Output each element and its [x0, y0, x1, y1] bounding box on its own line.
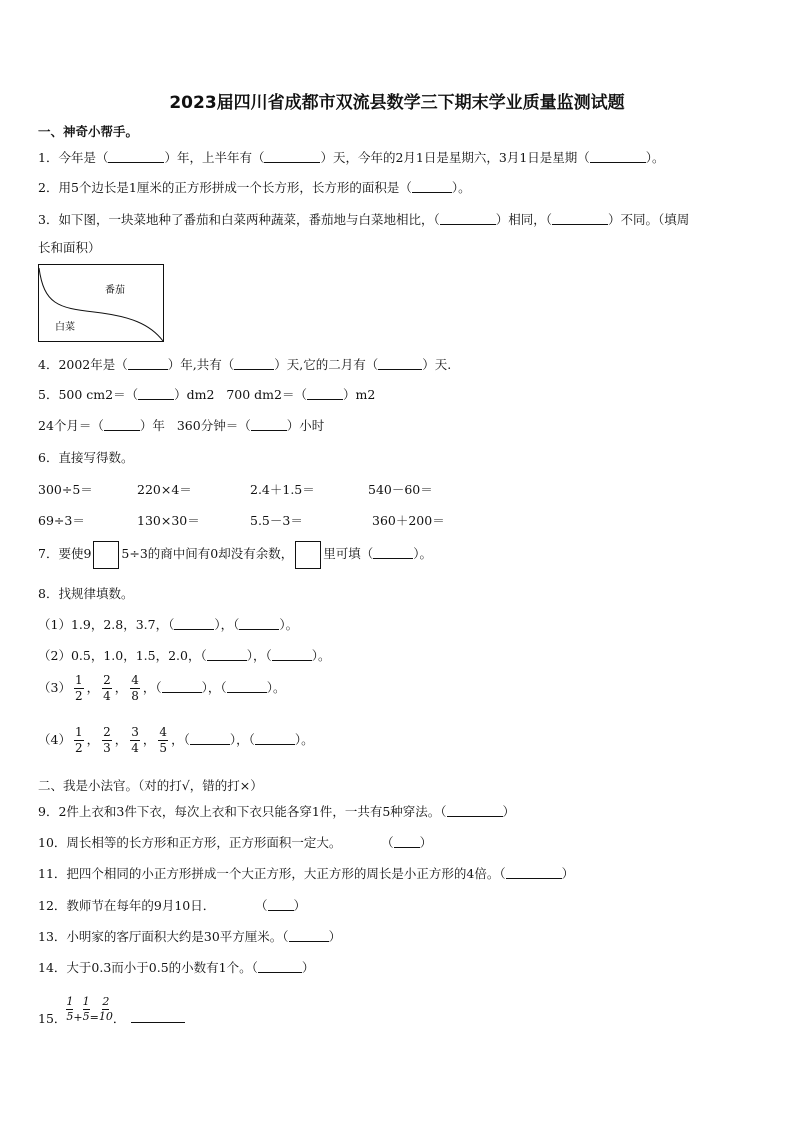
- q8-sub-1: （1）1.9，2.8，3.7，（ ），（ ）。: [38, 617, 299, 632]
- q6-item: 130×30＝: [137, 513, 200, 528]
- question-15: 15． $\frac{1}{5}$ + $\frac{1}{5}$ = $\frac{2}{10}$ ．: [38, 992, 185, 1036]
- q6-item: 2.4＋1.5＝: [250, 482, 315, 497]
- question-8: 8．找规律填数。: [38, 586, 134, 601]
- question-5b: 24个月＝（ ）年 360分钟＝（ ）小时: [38, 418, 325, 433]
- question-12: 12．教师节在每年的9月10日． （ ）: [38, 898, 307, 913]
- q6-item: 540－60＝: [368, 482, 433, 497]
- q8-sub-4: （4） $\frac{1}{2}$ ， $\frac{2}{3}$ ， $\frac{3}{4}$ ， $\frac{4}{5}$ ，（ ），（ ）。: [38, 725, 314, 755]
- fraction: $\frac{2}{3}$: [103, 725, 111, 755]
- page-title: 2023届四川省成都市双流县数学三下期末学业质量监测试题: [169, 93, 625, 113]
- fraction: $\frac{1}{5}$: [66, 995, 74, 1023]
- q6-item: 300÷5＝: [38, 482, 93, 497]
- question-6: 6．直接写得数。: [38, 450, 134, 465]
- fraction: $\frac{1}{2}$: [74, 673, 83, 703]
- tomato-label: 番茄: [105, 285, 125, 296]
- question-1: 1．今年是（ ）年，上半年有（ ）天，今年的2月1日是星期六，3月1日是星期（ ）。: [38, 150, 665, 165]
- section-heading-1: 一、神奇小帮手。: [38, 124, 139, 139]
- cabbage-label: 白菜: [55, 322, 75, 333]
- q6-item: 220×4＝: [137, 482, 192, 497]
- q8-sub-3: （3） $\frac{1}{2}$ ， $\frac{2}{4}$ ， $\frac{4}{8}$ ，（ ），（ ）。: [38, 673, 286, 703]
- question-10: 10．周长相等的长方形和正方形，正方形面积一定大。 （ ）: [38, 835, 433, 850]
- question-13: 13．小明家的客厅面积大约是30平方厘米。（ ）: [38, 929, 342, 944]
- vegetable-plot-figure: [38, 264, 166, 344]
- fraction: $\frac{2}{4}$: [103, 673, 111, 703]
- question-9: 9．2件上衣和3件下衣，每次上衣和下衣只能各穿1件，一共有5种穿法。（ ）: [38, 804, 516, 819]
- q8-sub-2: （2）0.5，1.0，1.5，2.0，（ ），（ ）。: [38, 648, 331, 663]
- q6-item: 69÷3＝: [38, 513, 85, 528]
- question-14: 14．大于0.3而小于0.5的小数有1个。（ ）: [38, 960, 315, 975]
- fraction: $\frac{1}{5}$: [82, 995, 90, 1023]
- section-heading-2: 二、我是小法官。（对的打√，错的打×）: [38, 778, 263, 793]
- answer-box: [93, 541, 119, 569]
- question-4: 4．2002年是（ ）年,共有（ ）天,它的二月有（ ）天.: [38, 357, 452, 372]
- question-7: 7．要使9 5÷3的商中间有0却没有余数， 里可填（ ）。: [38, 540, 432, 569]
- question-5a: 5．500 cm2＝（ ）dm2 700 dm2＝（ ）m2: [38, 387, 376, 402]
- q6-item: 360＋200＝: [372, 513, 445, 528]
- question-3-line2: 长和面积）: [38, 240, 101, 255]
- fraction: $\frac{3}{4}$: [131, 725, 139, 755]
- answer-box: [295, 541, 321, 569]
- fraction: $\frac{2}{10}$: [98, 995, 113, 1023]
- fraction: $\frac{1}{2}$: [74, 725, 83, 755]
- fraction: $\frac{4}{8}$: [131, 673, 139, 703]
- question-3: 3．如下图，一块菜地种了番茄和白菜两种蔬菜，番茄地与白菜地相比，（ ）相同，（ ）不同。（填周: [38, 212, 690, 227]
- q6-item: 5.5－3＝: [250, 513, 303, 528]
- question-2: 2．用5个边长是1厘米的正方形拼成一个长方形，长方形的面积是（ ）。: [38, 180, 471, 195]
- question-11: 11．把四个相同的小正方形拼成一个大正方形，大正方形的周长是小正方形的4倍。（ ）: [38, 866, 575, 881]
- fraction: $\frac{4}{5}$: [159, 725, 168, 755]
